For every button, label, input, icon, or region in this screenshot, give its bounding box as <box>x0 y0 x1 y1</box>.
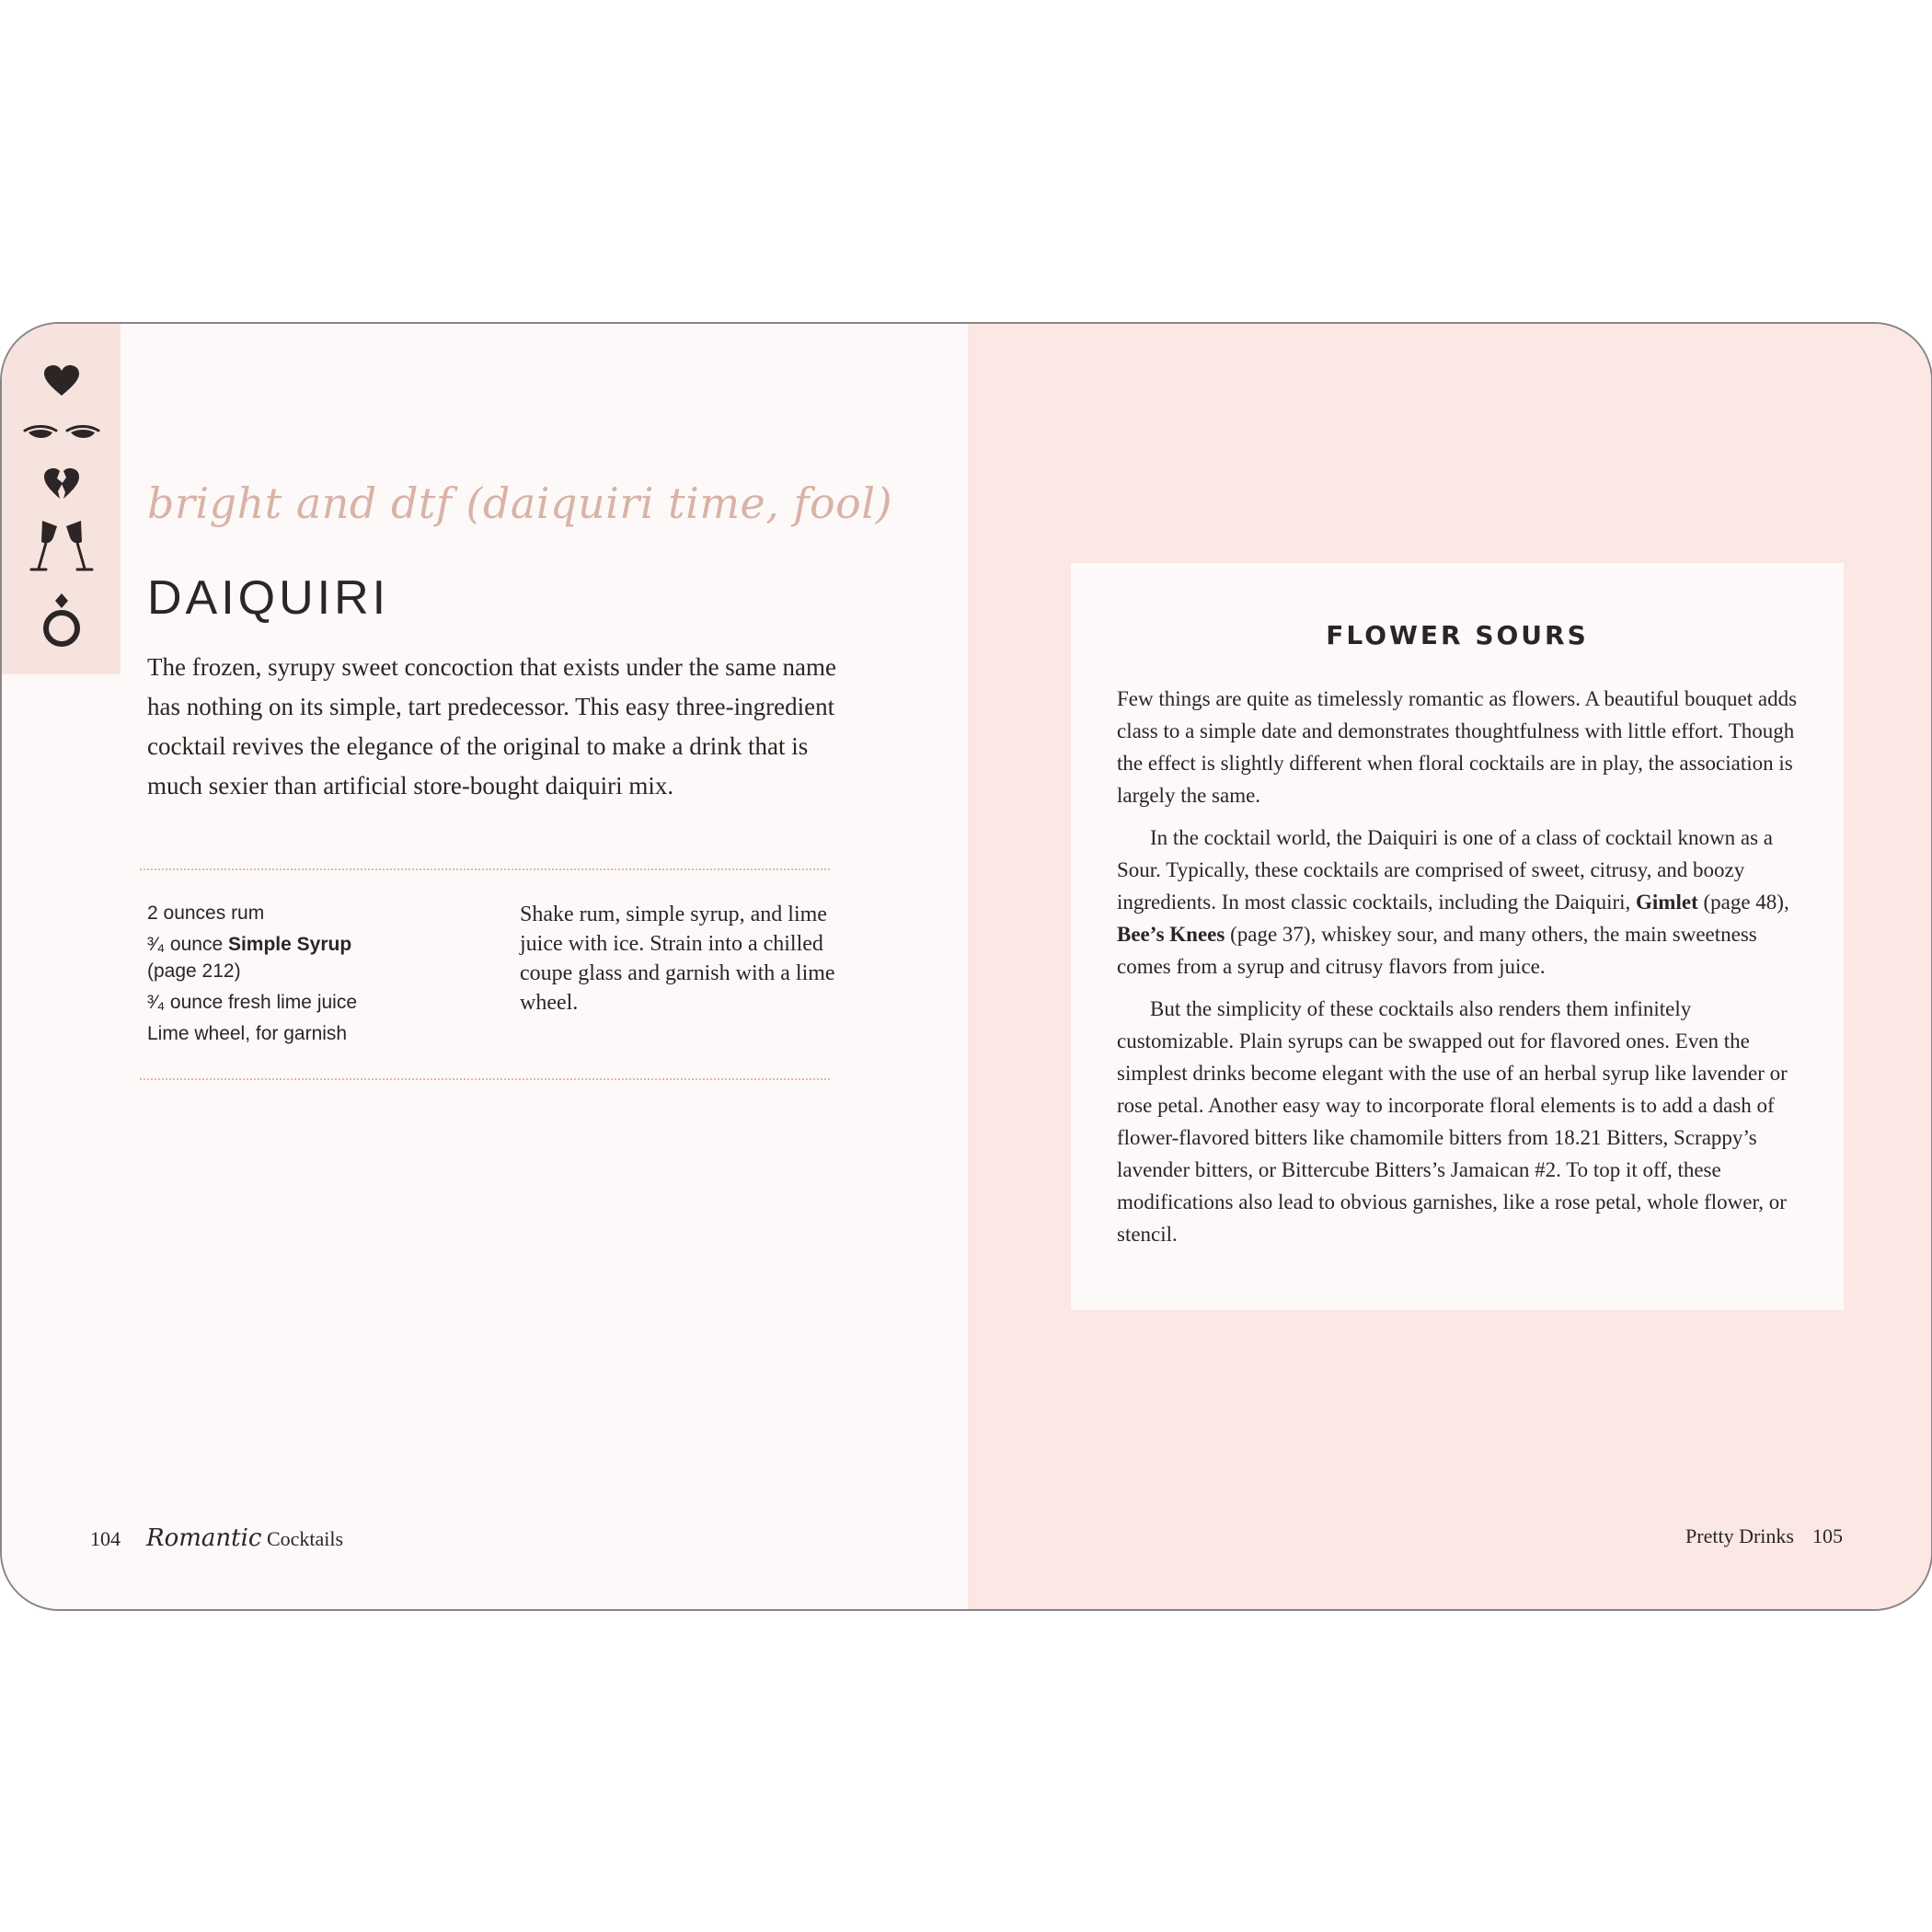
broken-heart-icon <box>2 467 121 500</box>
ingredient-page-ref: (page 212) <box>147 960 241 982</box>
paragraph-text: (page 48), <box>1703 891 1789 914</box>
paragraph-text: (page 37), whiskey sour, and many others, the main sweetness comes from a syrup and citrusy flavors from juice. <box>1117 923 1757 978</box>
recipe-title: DAIQUIRI <box>147 571 390 625</box>
book-spread <box>0 322 1932 1611</box>
ingredient-item: 2 ounces rum <box>147 903 265 924</box>
recipe-subtitle: bright and dtf (daiquiri time, fool) <box>147 478 893 528</box>
folio-left <box>90 1524 343 1552</box>
divider-bottom <box>140 1078 830 1080</box>
sidebar-paragraph: But the simplicity of these cocktails also renders them infinitely customizable. Plain syrups can be swapped out for flavored ones. Even the simplest drinks become elegant with the use of an herbal syrup like lavender or rose petal. Another easy way to incorporate floral elements is to add a dash of flower-flavored bitters like chamomile bitters from 18.21 Bitters, Scrappy’s lavender bitters, or Bittercube Bitters’s Jamaican #2. To top it off, these modifications also lead to obvious garnishes, like a rose petal, whole flower, or stencil. <box>1117 997 1788 1246</box>
ingredient-item: ³⁄₄ ounce fresh lime juice <box>147 992 358 1013</box>
left-page <box>2 324 968 1609</box>
recipe-link-bees-knees: Bee’s Knees <box>1117 923 1225 946</box>
page-number: 104 <box>90 1527 121 1550</box>
toasting-glasses-icon <box>2 517 121 574</box>
divider-top <box>140 868 830 870</box>
heart-icon <box>2 364 121 397</box>
sidebar-paragraph: Few things are quite as timelessly romantic as flowers. A beautiful bouquet adds class to a simple date and demonstrates thoughtfulness with little effort. Though the effect is slightly different when floral cocktails are in play, the association is largely the same. <box>1117 687 1798 807</box>
ingredient-list <box>147 900 451 1052</box>
icon-tab <box>2 324 121 674</box>
ingredient-item: Lime wheel, for garnish <box>147 1023 348 1044</box>
ring-icon <box>2 592 121 648</box>
book-title-script: Romantic <box>146 1524 262 1552</box>
ingredient-link: Simple Syrup <box>227 934 352 955</box>
sidebar-body <box>1117 683 1802 1260</box>
sidebar-box <box>1071 563 1844 1310</box>
recipe-link-gimlet: Gimlet <box>1636 891 1698 914</box>
page-number: 105 <box>1812 1524 1843 1547</box>
right-page <box>968 324 1931 1609</box>
sidebar-paragraph <box>1117 822 1802 983</box>
book-title-word: Cocktails <box>266 1527 344 1550</box>
section-title: Pretty Drinks <box>1685 1524 1794 1547</box>
folio-right <box>1685 1524 1843 1548</box>
recipe-method: Shake rum, simple syrup, and lime juice with ice. Strain into a chilled coupe glass and garnish with a lime wheel. <box>520 903 835 1015</box>
recipe-intro: The frozen, syrupy sweet concoction that exists under the same name has nothing on its simple, tart predecessor. This easy three-ingredient cocktail revives the elegance of the original to make a drink that is much sexier than artificial store-bought daiquiri mix. <box>147 653 836 799</box>
eyes-icon <box>2 423 121 443</box>
paragraph-text: In the cocktail world, the Daiquiri is one of a class of cocktail known as a Sour. Typically, these cocktails are comprised of sweet, citrusy, and boozy ingredients. In most classic cocktails, including the Daiquiri, <box>1117 826 1774 914</box>
ingredient-item <box>147 931 451 984</box>
ingredient-amount: ³⁄₄ ounce <box>147 934 224 955</box>
sidebar-title: FLOWER SOURS <box>1326 620 1589 650</box>
